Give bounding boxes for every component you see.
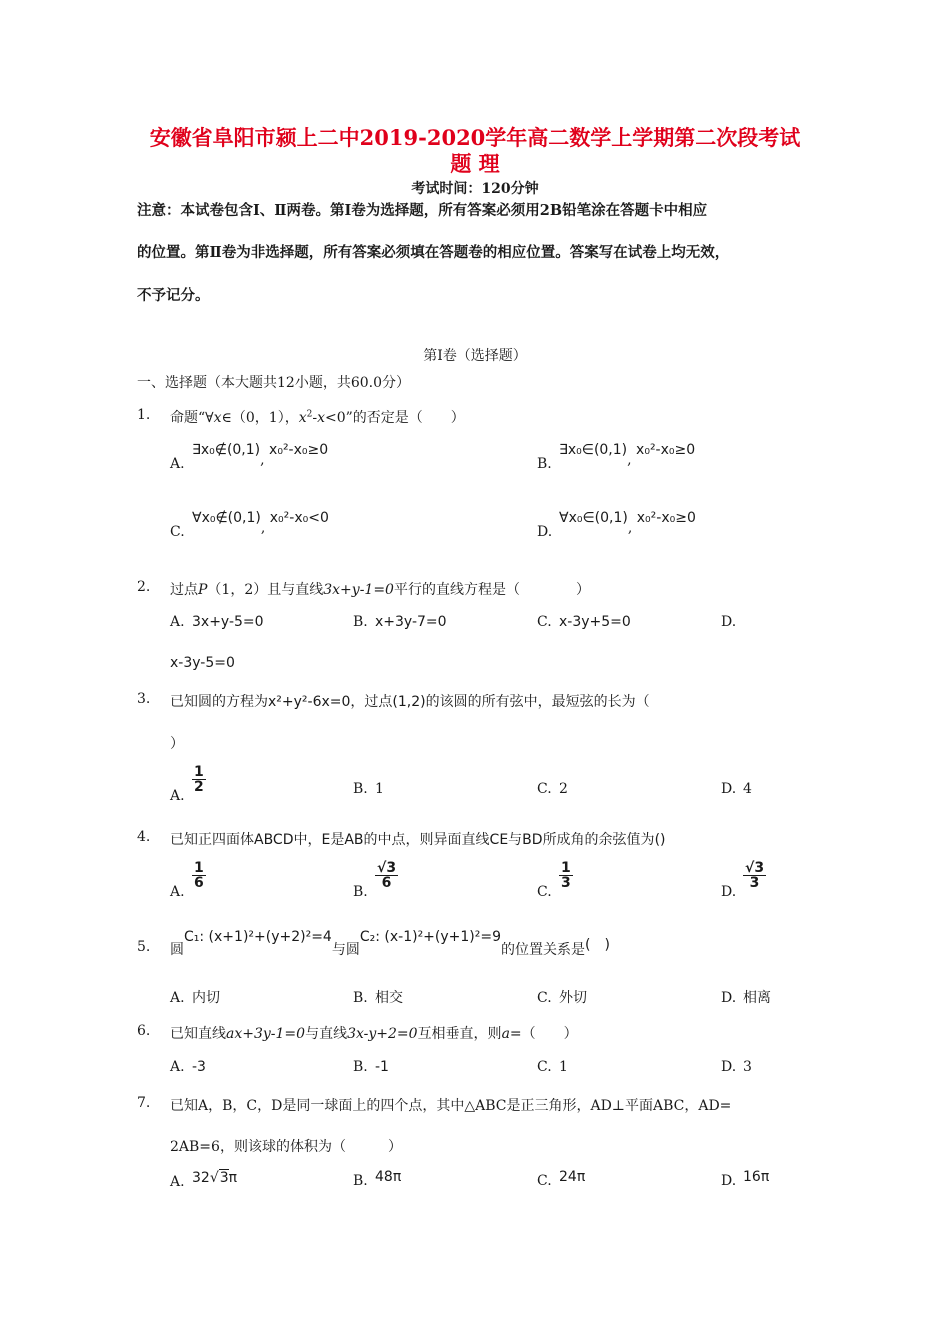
option-math: ∃x₀∉(0,1) bbox=[192, 442, 261, 458]
text-part: ，过点 bbox=[350, 694, 393, 710]
option-label: C. bbox=[537, 781, 552, 797]
option-label: A. bbox=[170, 787, 185, 804]
q6-option-b[interactable] bbox=[353, 1059, 389, 1075]
option-label: B. bbox=[353, 990, 368, 1006]
sqrt-symbol: √ bbox=[209, 1170, 219, 1186]
q5-option-c[interactable] bbox=[537, 987, 587, 1007]
option-math: ∀x₀∈(0,1) bbox=[559, 510, 628, 526]
option-text: x+3y-7=0 bbox=[375, 614, 447, 630]
text-part: 的位置关系是 bbox=[501, 942, 586, 958]
math-expr: CE bbox=[489, 832, 509, 848]
option-text: 24π bbox=[559, 1169, 586, 1185]
question-7-text-line2: 2AB=6，则该球的体积为（ ） bbox=[170, 1139, 402, 1155]
q2-option-d[interactable] bbox=[721, 614, 743, 630]
text-part: 过点 bbox=[170, 582, 198, 598]
exponent: 2 bbox=[306, 409, 313, 420]
math-var: P bbox=[198, 582, 208, 598]
question-number: 7. bbox=[137, 1095, 151, 1111]
text-part: =（ ） bbox=[509, 1026, 578, 1042]
math-var: a bbox=[501, 1026, 510, 1042]
math-var: x bbox=[317, 410, 325, 426]
question-number: 3. bbox=[137, 691, 151, 707]
denominator: 2 bbox=[194, 779, 204, 795]
math-expr: BD bbox=[522, 832, 543, 848]
option-text: 2 bbox=[559, 781, 568, 797]
q1-option-d[interactable] bbox=[537, 510, 696, 540]
text-part: 中， bbox=[293, 832, 322, 848]
q7-option-d[interactable] bbox=[721, 1169, 770, 1189]
text-part: 是 bbox=[330, 832, 345, 848]
radicand: 3 bbox=[219, 1170, 229, 1186]
option-label: D. bbox=[721, 990, 737, 1006]
option-label: B. bbox=[353, 1059, 368, 1075]
question-3-continued: ） bbox=[170, 736, 184, 752]
option-label: A. bbox=[170, 990, 185, 1006]
q6-option-a[interactable] bbox=[170, 1059, 206, 1075]
q2-option-a[interactable] bbox=[170, 614, 264, 630]
q7-option-b[interactable] bbox=[353, 1169, 402, 1189]
question-number: 6. bbox=[137, 1023, 151, 1039]
question-number: 1. bbox=[137, 407, 151, 423]
note-line2: 的位置。第Ⅱ卷为非选择题，所有答案必须填在答题卷的相应位置。答案写在试卷上均无效， bbox=[137, 244, 730, 261]
q3-option-a[interactable] bbox=[170, 764, 206, 804]
text-part: 平行的直线方程是（ ） bbox=[393, 582, 590, 598]
math-expr: 3x+y-1=0 bbox=[323, 582, 394, 598]
q1-option-c[interactable] bbox=[170, 510, 329, 540]
question-text bbox=[170, 407, 465, 427]
option-text: 3 bbox=[743, 1059, 752, 1075]
fraction bbox=[192, 861, 206, 890]
option-text: 3x+y-5=0 bbox=[192, 614, 264, 630]
question-text-line1: 已知A，B，C，D是同一球面上的四个点，其中△ABC是正三角形，AD⊥平面ABC，AD= bbox=[170, 1098, 732, 1114]
question-number: 4. bbox=[137, 829, 151, 845]
math-expr: C₂: (x-1)²+(y+1)²=9 bbox=[359, 929, 502, 945]
option-label: C. bbox=[537, 990, 552, 1006]
option-text: 48π bbox=[375, 1169, 402, 1185]
numerator: 1 bbox=[194, 764, 204, 780]
text-part: 已知正四面体 bbox=[170, 832, 254, 848]
fraction bbox=[559, 861, 573, 890]
question-text bbox=[170, 1023, 578, 1043]
q3-option-b[interactable] bbox=[353, 781, 384, 797]
q5-option-a[interactable] bbox=[170, 987, 220, 1007]
exam-title-line1: 安徽省阜阳市颍上二中2019-2020学年高二数学上学期第二次段考试 bbox=[149, 125, 801, 150]
option-label: A. bbox=[170, 1174, 185, 1190]
q4-option-c[interactable] bbox=[537, 860, 573, 900]
option-label: A. bbox=[170, 456, 185, 472]
q2-option-c[interactable] bbox=[537, 614, 631, 630]
question-text bbox=[170, 579, 590, 599]
text-part: （1，2）且与直线 bbox=[207, 582, 324, 598]
q4-option-d[interactable] bbox=[721, 860, 766, 900]
option-text: 内切 bbox=[192, 990, 220, 1006]
denominator: 6 bbox=[194, 875, 204, 891]
option-text: 16π bbox=[743, 1169, 770, 1185]
note-line1: 注意：本试卷包含Ⅰ、Ⅱ两卷。第Ⅰ卷为选择题，所有答案必须用2B铅笔涂在答题卡中相应 bbox=[137, 202, 708, 219]
numerator: 1 bbox=[194, 860, 204, 876]
question-text bbox=[170, 691, 650, 711]
numerator: 1 bbox=[561, 860, 571, 876]
option-label: D. bbox=[537, 524, 553, 540]
option-text: 1 bbox=[375, 781, 384, 797]
math-expr: (1,2) bbox=[392, 694, 426, 710]
math-expr: ABCD bbox=[254, 832, 294, 848]
option-text: -3 bbox=[192, 1059, 206, 1075]
option-label: C. bbox=[170, 524, 185, 540]
math-expr: 3x-y+2=0 bbox=[347, 1026, 418, 1042]
q1-option-b[interactable] bbox=[537, 442, 696, 472]
text-part: 命题“∀ bbox=[170, 410, 214, 426]
q5-option-d[interactable] bbox=[721, 987, 771, 1007]
option-comma: , bbox=[627, 520, 633, 536]
q7-option-c[interactable] bbox=[537, 1169, 586, 1189]
option-text: x-3y+5=0 bbox=[559, 614, 631, 630]
option-expr: x₀²-x₀≥0 bbox=[636, 510, 696, 526]
part1-title: 第Ⅰ卷（选择题） bbox=[423, 348, 527, 364]
option-label: A. bbox=[170, 614, 185, 630]
math-expr: x²+y²-6x=0 bbox=[268, 694, 351, 710]
coefficient: 32 bbox=[192, 1170, 210, 1186]
denominator: 3 bbox=[749, 875, 760, 891]
q4-option-b[interactable] bbox=[353, 860, 398, 900]
option-math: ∀x₀∉(0,1) bbox=[192, 510, 261, 526]
q4-option-a[interactable] bbox=[170, 860, 206, 900]
text-part: - bbox=[312, 410, 318, 426]
option-label: D. bbox=[721, 781, 737, 797]
text-part: 与 bbox=[508, 832, 523, 848]
fraction bbox=[375, 861, 398, 890]
option-text: 4 bbox=[743, 781, 752, 797]
option-label: D. bbox=[721, 883, 737, 900]
text-part: 与圆 bbox=[331, 942, 360, 958]
text-part: 与直线 bbox=[305, 1026, 348, 1042]
text-part: ∈（0，1）， bbox=[221, 410, 299, 426]
option-label: B. bbox=[353, 1173, 368, 1189]
q5-option-b[interactable] bbox=[353, 987, 403, 1007]
option-label: D. bbox=[721, 614, 737, 630]
option-label: B. bbox=[353, 614, 368, 630]
text-part: 已知圆的方程为 bbox=[170, 694, 268, 710]
question-text bbox=[170, 829, 666, 849]
q1-option-a[interactable] bbox=[170, 442, 329, 472]
option-expr: x₀²-x₀≥0 bbox=[269, 442, 329, 458]
math-expr: C₁: (x+1)²+(y+2)²=4 bbox=[184, 929, 332, 945]
math-expr: E bbox=[321, 832, 331, 848]
math-expr: AB bbox=[344, 832, 364, 848]
option-expr: x₀²-x₀≥0 bbox=[636, 442, 696, 458]
text-part: 的中点，则异面直线 bbox=[363, 832, 490, 848]
fraction bbox=[192, 765, 206, 794]
text-part: 已知直线 bbox=[170, 1026, 226, 1042]
question-number: 2. bbox=[137, 579, 151, 595]
option-text: -1 bbox=[375, 1059, 389, 1075]
option-label: B. bbox=[537, 456, 552, 472]
option-label: C. bbox=[537, 883, 552, 900]
math-var: x bbox=[213, 410, 222, 426]
option-label: C. bbox=[537, 614, 552, 630]
option-text: 1 bbox=[559, 1059, 568, 1075]
option-text: 外切 bbox=[559, 990, 587, 1006]
option-text: 相离 bbox=[743, 990, 771, 1006]
note-line3: 不予记分。 bbox=[137, 287, 210, 304]
text-part: 所成角的余弦值为 bbox=[542, 832, 655, 848]
exam-time: 考试时间：120分钟 bbox=[411, 181, 539, 197]
pi-symbol: π bbox=[228, 1170, 238, 1186]
text-part: 互相垂直，则 bbox=[417, 1026, 502, 1042]
option-label: A. bbox=[170, 883, 185, 900]
option-comma: , bbox=[627, 452, 632, 468]
denominator: 6 bbox=[381, 875, 392, 891]
math-expr: () bbox=[654, 832, 666, 848]
math-var: x bbox=[298, 410, 307, 426]
q2-option-b[interactable] bbox=[353, 614, 447, 630]
q2-option-d-text: x-3y-5=0 bbox=[170, 655, 235, 671]
q7-option-a[interactable] bbox=[170, 1169, 238, 1190]
option-label: D. bbox=[721, 1173, 737, 1189]
math-expr: ( ) bbox=[585, 937, 610, 953]
option-label: C. bbox=[537, 1173, 552, 1189]
option-math: ∃x₀∈(0,1) bbox=[559, 442, 628, 458]
option-comma: , bbox=[260, 520, 266, 536]
option-expr: x₀²-x₀<0 bbox=[269, 510, 329, 526]
question-number: 5. bbox=[137, 939, 151, 955]
option-label: D. bbox=[721, 1059, 737, 1075]
option-label: B. bbox=[353, 781, 368, 797]
section-heading: 一、选择题（本大题共12小题，共60.0分） bbox=[137, 375, 410, 391]
option-label: C. bbox=[537, 1059, 552, 1075]
text-part: 的该圆的所有弦中，最短弦的长为（ bbox=[425, 694, 650, 710]
numerator: √3 bbox=[377, 860, 397, 876]
q6-option-d[interactable] bbox=[721, 1059, 752, 1075]
q3-option-d[interactable] bbox=[721, 781, 752, 797]
fraction bbox=[743, 861, 766, 890]
option-text: 相交 bbox=[375, 990, 403, 1006]
text-part: <0”的否定是（ ） bbox=[324, 410, 465, 426]
text-part: 圆 bbox=[170, 942, 184, 958]
exam-title-line2: 题 理 bbox=[450, 151, 500, 176]
question-text bbox=[170, 926, 610, 958]
option-label: B. bbox=[353, 883, 368, 900]
math-expr: ax+3y-1=0 bbox=[226, 1026, 306, 1042]
option-comma: , bbox=[260, 452, 265, 468]
option-label: A. bbox=[170, 1059, 185, 1075]
numerator: √3 bbox=[745, 860, 765, 876]
denominator: 3 bbox=[561, 875, 571, 891]
q6-option-c[interactable] bbox=[537, 1059, 568, 1075]
q3-option-c[interactable] bbox=[537, 781, 568, 797]
